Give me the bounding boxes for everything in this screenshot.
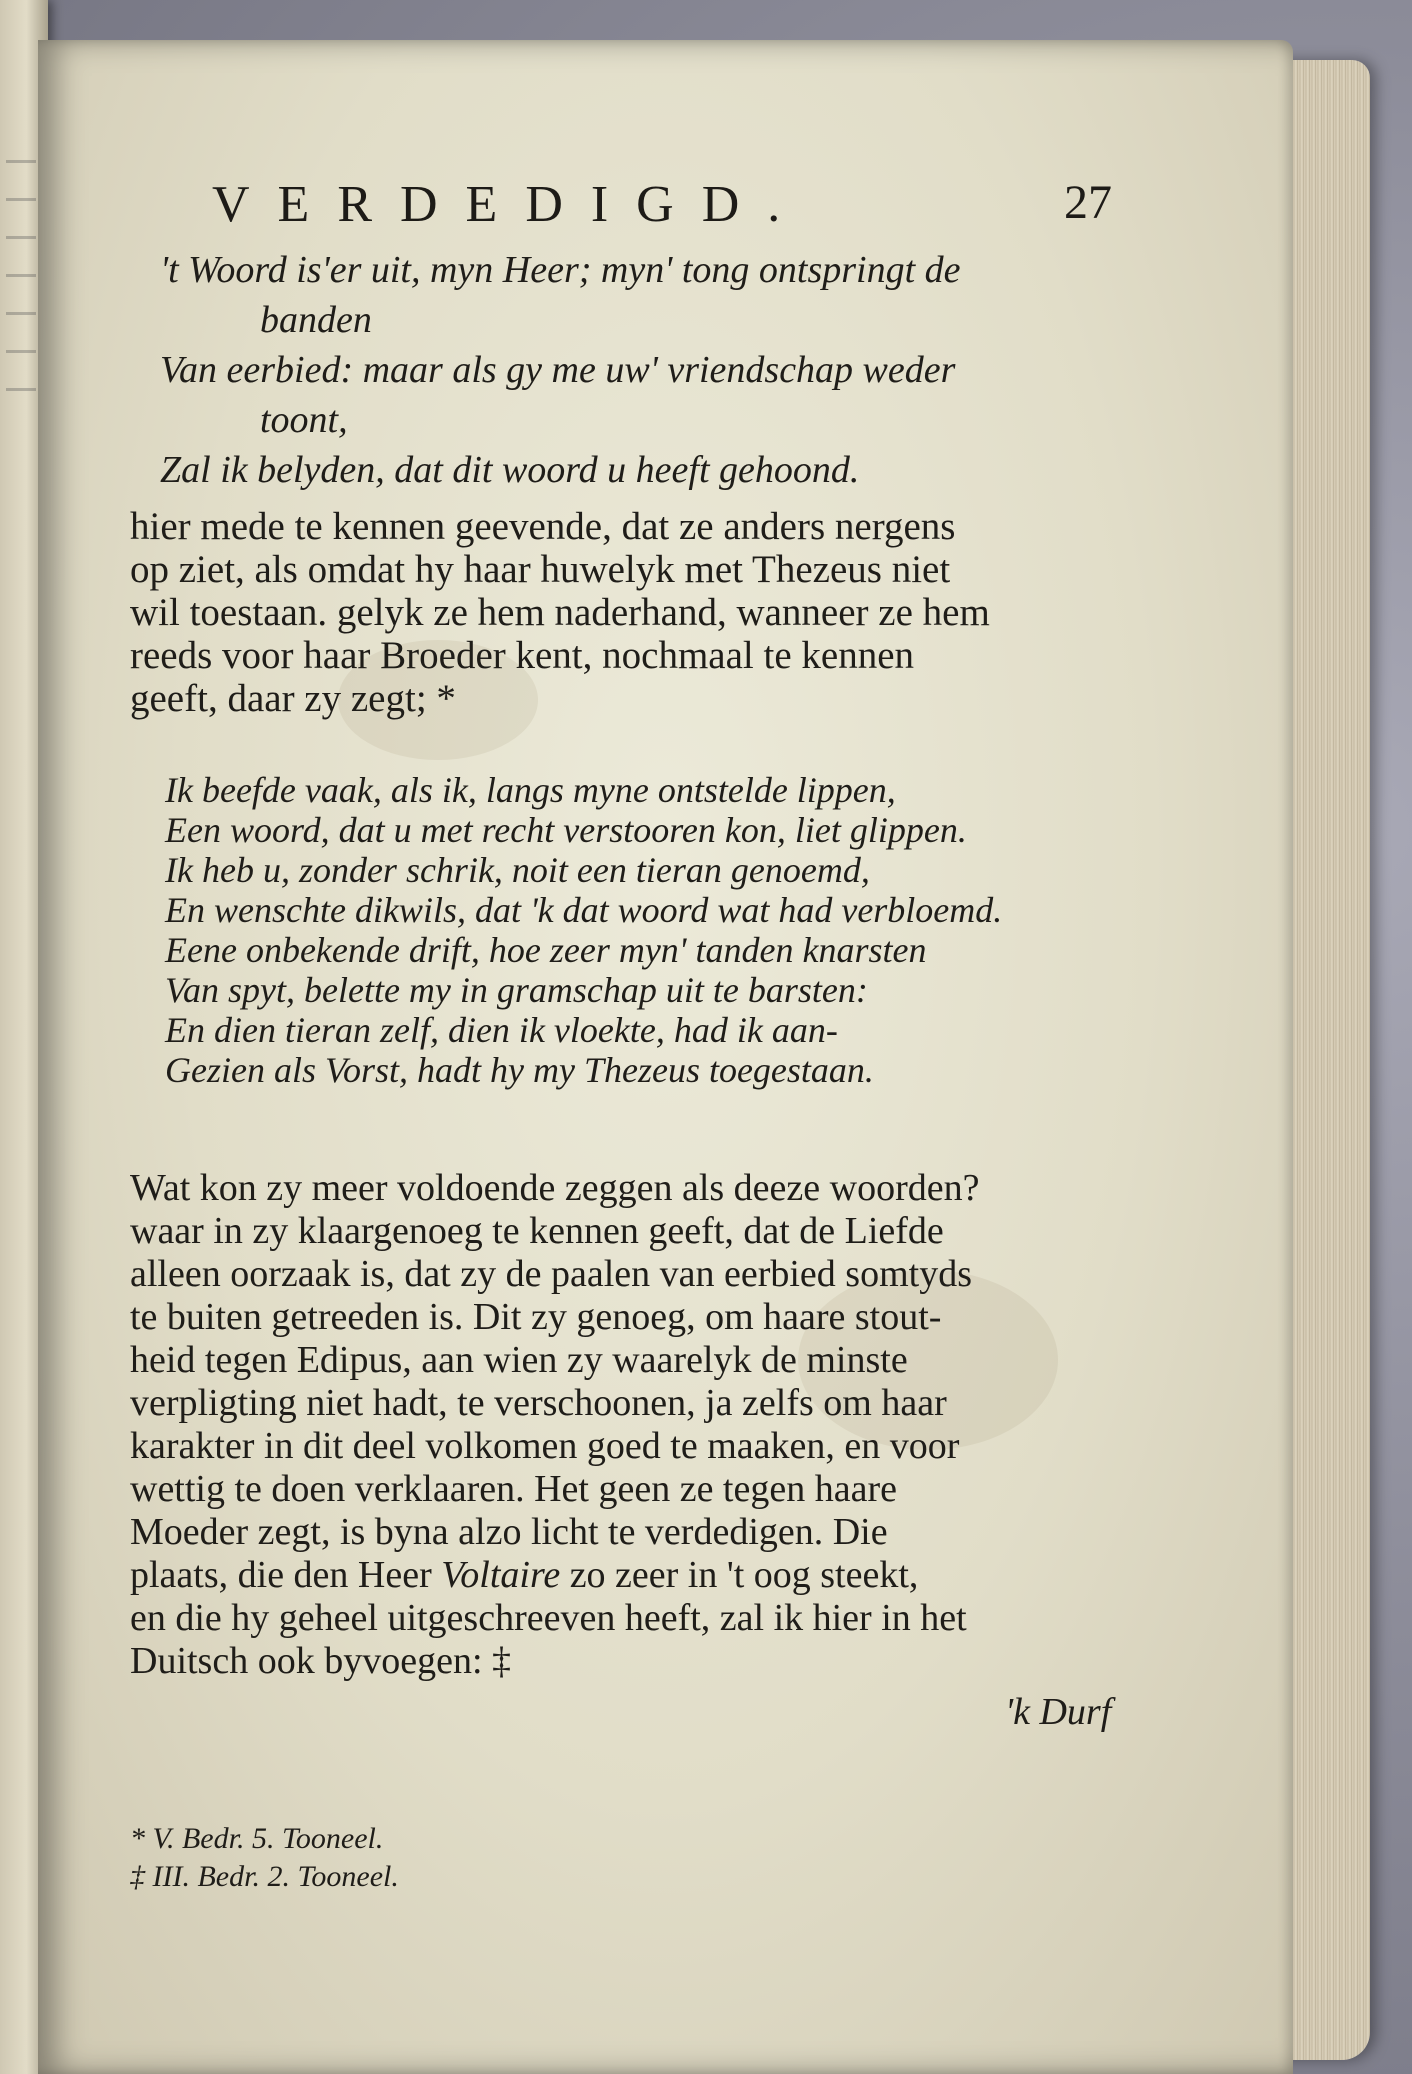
verse-line: En wenschte dikwils, dat 'k dat woord wat had verbloemd. (165, 890, 1003, 930)
prose-line: heid tegen Edipus, aan wien zy waarelyk de minste (130, 1339, 908, 1381)
verse-line: Ik heb u, zonder schrik, noit een tieran genoemd, (165, 850, 870, 890)
running-head (212, 175, 1112, 245)
verse-line: Van eerbied: maar als gy me uw' vriendschap weder (160, 349, 956, 391)
running-head-title: VERDEDIGD. (212, 176, 809, 233)
verse-line: Eene onbekende drift, hoe zeer myn' tanden knarsten (165, 930, 927, 970)
page-number: 27 (1064, 176, 1112, 229)
verse-line: Een woord, dat u met recht verstooren kon, liet glippen. (165, 810, 967, 850)
verse-block-1 (160, 245, 1120, 495)
catchword: 'k Durf (1005, 1691, 1112, 1733)
prose-line: reeds voor haar Broeder kent, nochmaal te kennen (130, 634, 914, 677)
prose-paragraph-1 (130, 505, 1115, 720)
prose-line: te buiten getreeden is. Dit zy genoeg, om haare stout- (130, 1296, 942, 1338)
prose-line: geeft, daar zy zegt; * (130, 677, 456, 720)
verse-line: Zal ik belyden, dat dit woord u heeft gehoond. (160, 449, 860, 491)
verse-line: banden (260, 299, 372, 341)
prose-line: verpligting niet hadt, te verschoonen, ja zelfs om haar (130, 1382, 947, 1424)
prose-line: waar in zy klaargenoeg te kennen geeft, dat de Liefde (130, 1210, 944, 1252)
prose-text: plaats, die den Heer (130, 1554, 442, 1596)
verse-block-2 (165, 770, 1125, 1090)
prose-line: karakter in dit deel volkomen goed te maaken, en voor (130, 1425, 960, 1467)
verse-line: 't Woord is'er uit, myn Heer; myn' tong ontspringt de (160, 249, 961, 291)
prose-line: alleen oorzaak is, dat zy de paalen van eerbied somtyds (130, 1253, 972, 1295)
verse-line: Van spyt, belette my in gramschap uit te barsten: (165, 970, 868, 1010)
footnote: ‡ III. Bedr. 2. Tooneel. (130, 1860, 399, 1893)
verse-line: En dien tieran zelf, dien ik vloekte, had ik aan- (165, 1010, 838, 1050)
verse-line: Gezien als Vorst, hadt hy my Thezeus toegestaan. (165, 1050, 874, 1090)
facing-page-text-edge (6, 160, 36, 420)
prose-line-voltaire (130, 1554, 1145, 1597)
prose-line: op ziet, als omdat hy haar huwelyk met Thezeus niet (130, 548, 951, 591)
prose-line: hier mede te kennen geevende, dat ze anders nergens (130, 505, 956, 548)
prose-line: Duitsch ook byvoegen: ‡ (130, 1640, 512, 1682)
prose-text: zo zeer in 't oog steekt, (560, 1554, 919, 1596)
prose-line: wettig te doen verklaaren. Het geen ze tegen haare (130, 1468, 897, 1510)
footnote: * V. Bedr. 5. Tooneel. (130, 1822, 384, 1855)
verse-line: toont, (260, 399, 348, 441)
prose-line: Wat kon zy meer voldoende zeggen als deeze woorden? (130, 1167, 980, 1209)
prose-line: wil toestaan. gelyk ze hem naderhand, wanneer ze hem (130, 591, 990, 634)
name-voltaire: Voltaire (441, 1554, 561, 1596)
verse-line: Ik beefde vaak, als ik, langs myne ontstelde lippen, (165, 770, 896, 810)
prose-line: Moeder zegt, is byna alzo licht te verdedigen. Die (130, 1511, 888, 1553)
prose-paragraph-2 (130, 1167, 1145, 1683)
footnotes (130, 1820, 730, 1896)
prose-line: en die hy geheel uitgeschreeven heeft, zal ik hier in het (130, 1597, 967, 1639)
